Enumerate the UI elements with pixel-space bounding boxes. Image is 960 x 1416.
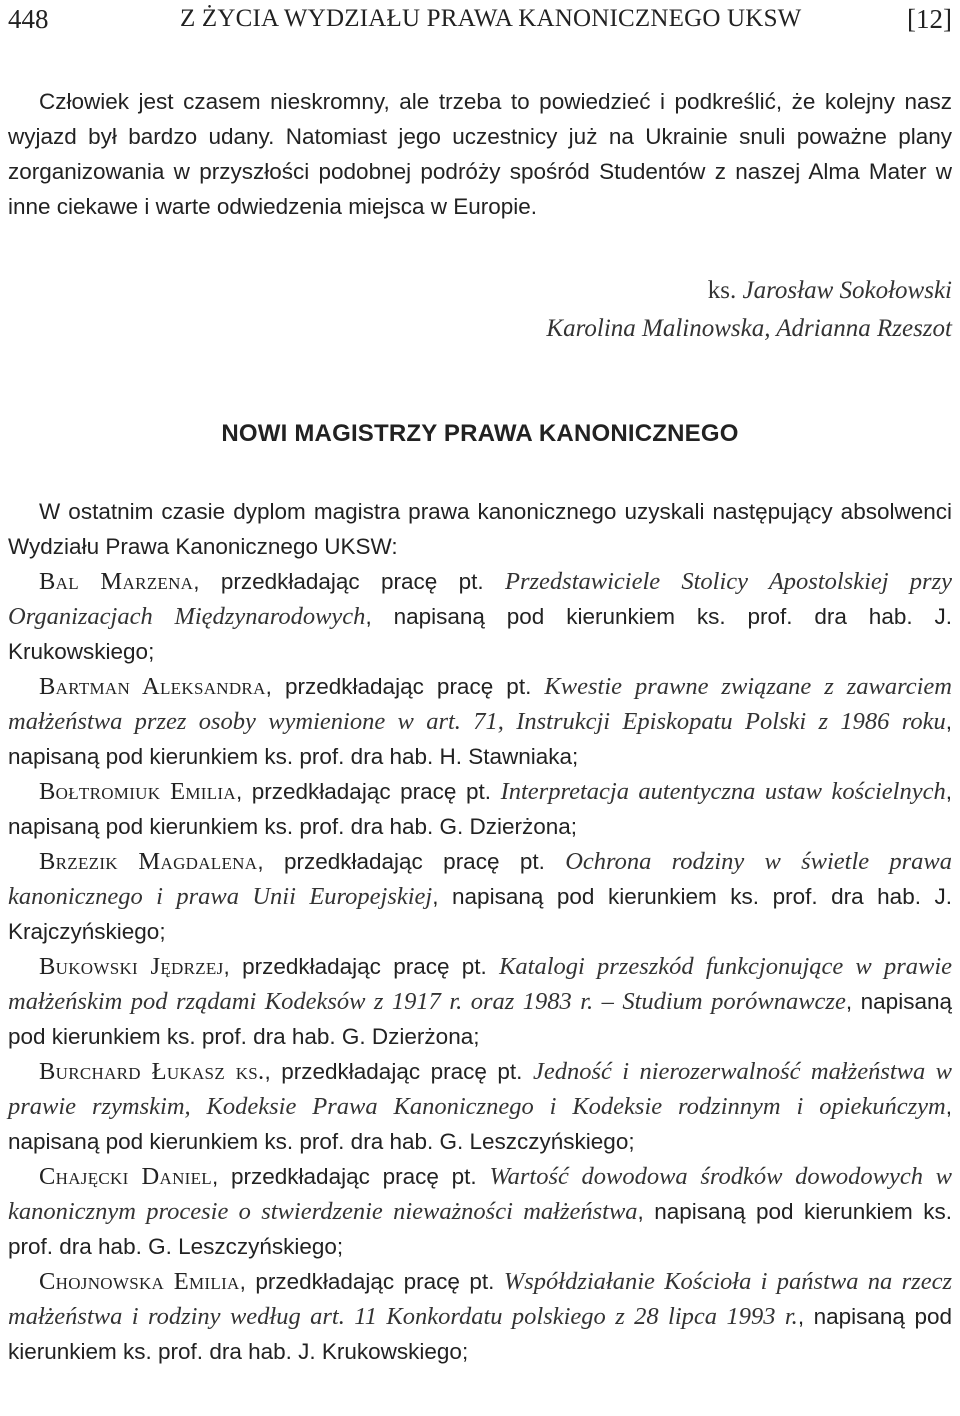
graduate-entry: [8, 564, 952, 669]
signature-prefix: ks.: [707, 277, 737, 304]
thesis-title: Kwestie prawne związane z zawarciem małżeństwa przez osoby wymienione w art. 71, Instrukcji Episkopatu Polski z 1986 roku: [8, 673, 952, 735]
author-signatures: [546, 272, 952, 348]
graduate-entry: [8, 1159, 952, 1264]
intro-section: [8, 84, 952, 224]
entry-supervisor-text: , napisaną pod kierunkiem ks. prof. dra hab. G. Dzierżona;: [8, 779, 952, 839]
entry-intro-text: , przedkładając pracę pt.: [264, 1059, 533, 1084]
graduate-entry: [8, 1054, 952, 1159]
entry-intro-text: , przedkładając pracę pt.: [265, 674, 545, 699]
graduate-name: Burchard Łukasz ks.: [39, 1058, 265, 1085]
graduate-name: Chajęcki Daniel: [39, 1163, 212, 1190]
thesis-title: Wartość dowodowa środków dowodowych w kanonicznym procesie o stwierdzenie nieważności małżeństwa: [8, 1163, 952, 1225]
entry-intro-text: , przedkładając pracę pt.: [193, 569, 506, 594]
signature-line-1: [546, 272, 952, 310]
entry-supervisor-text: , napisaną pod kierunkiem ks. prof. dra hab. G. Leszczyńskiego;: [8, 1199, 952, 1259]
thesis-title: Interpretacja autentyczna ustaw kościelnych: [500, 778, 946, 805]
entry-supervisor-text: , napisaną pod kierunkiem ks. prof. dra hab. J. Krukowskiego;: [8, 1304, 953, 1364]
entry-intro-text: , przedkładając pracę pt.: [257, 849, 566, 874]
graduate-entry: [8, 1264, 952, 1369]
running-title: Z ŻYCIA WYDZIAŁU PRAWA KANONICZNEGO UKSW: [180, 5, 802, 32]
entry-supervisor-text: , napisaną pod kierunkiem ks. prof. dra hab. G. Leszczyńskiego;: [8, 1094, 952, 1154]
graduate-name: Bartman Aleksandra: [39, 673, 266, 700]
graduate-name: Brzezik Magdalena: [39, 848, 258, 875]
section-title: NOWI MAGISTRZY PRAWA KANONICZNEGO: [221, 420, 739, 447]
page-number: 448: [8, 4, 49, 34]
entry-intro-text: , przedkładając pracę pt.: [212, 1164, 490, 1189]
entry-supervisor-text: , napisaną pod kierunkiem ks. prof. dra hab. J. Krukowskiego;: [8, 604, 952, 664]
thesis-title: Katalogi przeszkód funkcjonujące w prawie małżeńskim pod rządami Kodeksów z 1917 r. oraz 1983 r. – Studium porównawcze: [8, 953, 952, 1015]
signature-author-1: Jarosław Sokołowski: [742, 277, 952, 304]
graduate-entry: [8, 949, 952, 1054]
graduates-section: [8, 494, 952, 1369]
entry-intro-text: , przedkładając pracę pt.: [239, 1269, 504, 1294]
graduate-entry: [8, 844, 952, 949]
graduate-entry: [8, 774, 952, 844]
graduate-name: Chojnowska Emilia: [39, 1268, 240, 1295]
thesis-title: Współdziałanie Kościoła i państwa na rzecz małżeństwa i rodziny według art. 11 Konkordatu polskiego z 28 lipca 1993 r.: [8, 1268, 952, 1330]
entry-intro-text: , przedkładając pracę pt.: [223, 954, 500, 979]
graduate-name: Bołtromiuk Emilia: [39, 778, 236, 805]
graduate-entry: [8, 669, 952, 774]
section-lead-paragraph: W ostatnim czasie dyplom magistra prawa kanonicznego uzyskali następujący absolwenci Wydziału Prawa Kanonicznego UKSW:: [8, 499, 952, 559]
thesis-title: Jedność i nierozerwalność małżeństwa w prawie rzymskim, Kodeksie Prawa Kanonicznego i Kodeksie rodzinnym i opiekuńczym: [8, 1058, 952, 1120]
signature-line-2: Karolina Malinowska, Adrianna Rzeszot: [546, 315, 952, 342]
intro-paragraph: Człowiek jest czasem nieskromny, ale trzeba to powiedzieć i podkreślić, że kolejny nasz wyjazd był bardzo udany. Natomiast jego uczestnicy już na Ukrainie snuli poważne plany zorganizowania w przyszłości podobnej podróży spośród Studentów z naszej Alma Mater w inne ciekawe i warte odwiedzenia miejsca w Europie.: [8, 89, 952, 219]
graduate-name: Bal Marzena: [39, 568, 194, 595]
entry-supervisor-text: , napisaną pod kierunkiem ks. prof. dra hab. J. Krajczyńskiego;: [8, 884, 952, 944]
graduate-name: Bukowski Jędrzej: [39, 953, 224, 980]
thesis-title: Przedstawiciele Stolicy Apostolskiej przy Organizacjach Międzynarodowych: [8, 568, 952, 630]
thesis-title: Ochrona rodziny w świetle prawa kanonicznego i prawa Unii Europejskiej: [8, 848, 953, 910]
entry-supervisor-text: , napisaną pod kierunkiem ks. prof. dra hab. H. Stawniaka;: [8, 709, 952, 769]
issue-number: [12]: [907, 4, 952, 34]
entry-supervisor-text: , napisaną pod kierunkiem ks. prof. dra hab. G. Dzierżona;: [8, 989, 952, 1049]
page-header: [8, 2, 952, 42]
entry-intro-text: , przedkładając pracę pt.: [235, 779, 501, 804]
